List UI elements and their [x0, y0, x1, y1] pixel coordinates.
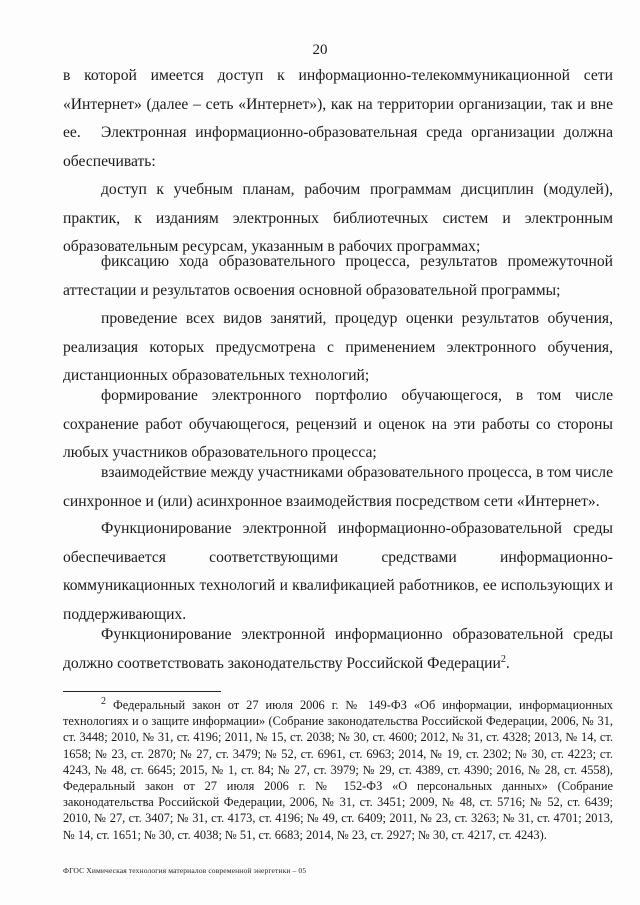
paragraph-5: [63, 305, 613, 391]
paragraph-6: [63, 382, 613, 468]
footnote: [63, 697, 613, 843]
paragraph-text: взаимодействие между участниками образовательного процесса, в том числе синхронное и (или) асинхронное взаимодействия посредством сети «Интернет».: [63, 464, 613, 510]
page-number: 20: [312, 42, 328, 58]
footnote-marker: 2: [101, 695, 106, 707]
footnote-separator: [63, 691, 221, 692]
paragraph-9: [63, 621, 613, 678]
paragraph-2: [63, 119, 613, 176]
page-footer: ФГОС Химическая технология материалов современной энергетики – 05: [63, 866, 307, 875]
paragraph-text: формирование электронного портфолио обучающегося, в том числе сохранение работ обучающегося, рецензий и оценок на эти работы со стороны любых участников образовательного процесса;: [63, 387, 613, 462]
footnote-text: Федеральный закон от 27 июля 2006 г. № 149-ФЗ «Об информации, информационных технологиях и о защите информации» (Собрание законодательства Российской Федерации, 2006, № 31, ст. 3448; 2010, № 31, ст. 4196; 2011, № 15, ст. 2038; № 30, ст. 4600; 2012, № 31, ст. 4328; 2013, № 14, ст. 1658; № 23, ст. 2870; № 27, ст. 3479; № 52, ст. 6961, ст. 6963; 2014, № 19, ст. 2302; № 30, ст. 4223; ст. 4243, № 48, ст. 6645; 2015, № 1, ст. 84; № 27, ст. 3979; № 29, ст. 4389, ст. 4390; 2016, № 28, ст. 4558), Федеральный закон от 27 июля 2006 г. № 152-ФЗ «О персональных данных» (Собрание законодательства Российской Федерации, 2006, № 31, ст. 3451; 2009, № 48, ст. 5716; № 52, ст. 6439; 2010, № 27, ст. 3407; № 31, ст. 4173, ст. 4196; № 49, ст. 6409; 2011, № 23, ст. 3263; № 31, ст. 4701; 2013, № 14, ст. 1651; № 30, ст. 4038; № 51, ст. 6683; 2014, № 23, ст. 2927; № 30, ст. 4217, ст. 4243).: [63, 698, 613, 842]
paragraph-text: Функционирование электронной информационно образовательной среды должно соответствовать законодательству Российской Федерации$^2$.: [63, 626, 613, 672]
paragraph-text: проведение всех видов занятий, процедур оценки результатов обучения, реализация которых предусмотрена с применением электронного обучения, дистанционных образовательных технологий;: [63, 310, 613, 385]
paragraph-text: Электронная информационно-образовательная среда организации должна обеспечивать:: [63, 124, 613, 170]
paragraph-8: [63, 515, 613, 629]
paragraph-text: фиксацию хода образовательного процесса, результатов промежуточной аттестации и результатов освоения основной образовательной программы;: [63, 253, 613, 299]
paragraph-text: Функционирование электронной информационно-образовательной среды обеспечивается соответствующими средствами информационно-коммуникационных технологий и квалификацией работников, ее использующих и поддерживающих.: [63, 520, 613, 623]
paragraph-text: в которой имеется доступ к информационно-телекоммуникационной сети «Интернет» (далее – сеть «Интернет»), как на территории организации, так и вне ее.: [63, 67, 613, 142]
paragraph-4: [63, 248, 613, 305]
footnote-reference: 2: [500, 653, 506, 665]
paragraph-7: [63, 459, 613, 516]
paragraph-text: доступ к учебным планам, рабочим программам дисциплин (модулей), практик, к изданиям электронных библиотечных систем и электронным образовательным ресурсам, указанным в рабочих программах;: [63, 181, 613, 256]
paragraph-text-content: Функционирование электронной информационно образовательной среды должно соответствовать законодательству Российской Федерации: [63, 626, 613, 672]
